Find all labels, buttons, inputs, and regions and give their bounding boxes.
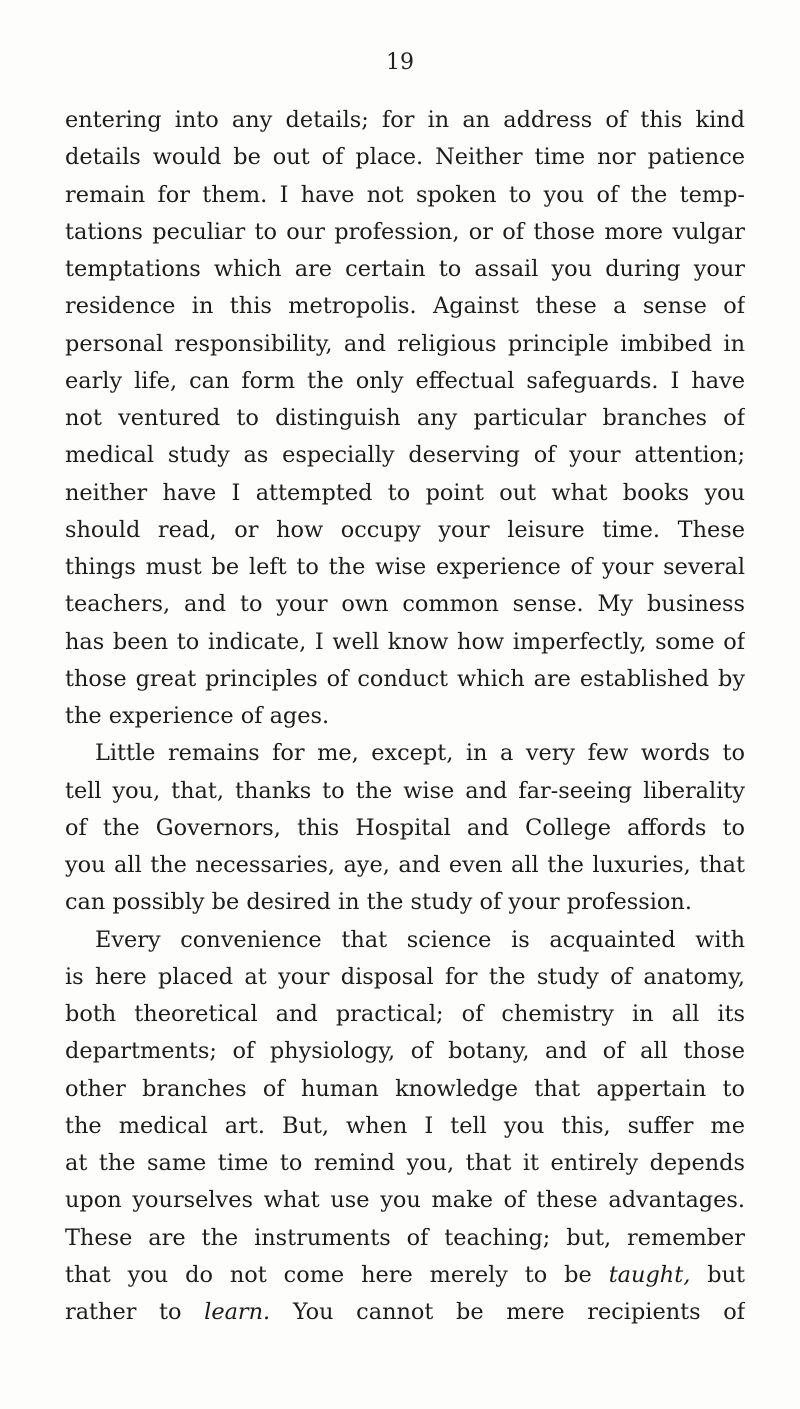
text-line: These are the instruments of teaching; but, remember (65, 1224, 745, 1251)
text-line: can possibly be desired in the study of your profession. (65, 889, 692, 916)
text-line: Every convenience that science is acquainted with (95, 926, 745, 953)
text-line: the medical art. But, when I tell you this, suffer me (65, 1112, 745, 1139)
text-line: residence in this metropolis. Against these a sense of (65, 293, 745, 320)
text-line: is here placed at your disposal for the study of anatomy, (65, 963, 745, 990)
text-line: teachers, and to your own common sense. My business (65, 591, 745, 618)
text-line: medical study as especially deserving of your attention; (65, 442, 745, 469)
text-line: neither have I attempted to point out what books you (65, 479, 745, 506)
text-line: that you do not come here merely to be taught, but (65, 1261, 745, 1288)
text-line: tations peculiar to our profession, or of those more vulgar (65, 218, 745, 245)
page-number: 19 (386, 50, 414, 75)
text-line: those great principles of conduct which are established by (65, 665, 745, 692)
body-text (65, 102, 745, 1331)
text-line: personal responsibility, and religious principle imbibed in (65, 330, 745, 357)
text-line: entering into any details; for in an address of this kind (65, 107, 745, 133)
text-line: details would be out of place. Neither time nor patience (65, 144, 745, 171)
text-line: departments; of physiology, of botany, and of all those (65, 1038, 745, 1065)
text-line: upon yourselves what use you make of these advantages. (65, 1187, 745, 1214)
text-line: of the Governors, this Hospital and College affords to (65, 814, 745, 841)
text-line: temptations which are certain to assail you during your (65, 256, 745, 282)
text-line: the experience of ages. (65, 703, 330, 729)
text-line: other branches of human knowledge that appertain to (65, 1075, 745, 1102)
text-line: should read, or how occupy your leisure time. These (65, 516, 745, 543)
text-line: at the same time to remind you, that it entirely depends (65, 1150, 745, 1176)
text-line: Little remains for me, except, in a very few words to (95, 740, 745, 767)
text-line: things must be left to the wise experience of your several (65, 554, 745, 580)
text-line: rather to learn. You cannot be mere recipients of (65, 1299, 745, 1325)
text-line: early life, can form the only effectual safeguards. I have (65, 367, 745, 394)
text-line: has been to indicate, I well know how imperfectly, some of (65, 628, 745, 655)
text-line: remain for them. I have not spoken to you of the temp- (65, 181, 745, 208)
text-line: tell you, that, thanks to the wise and far-seeing liberality (65, 777, 745, 804)
text-line: not ventured to distinguish any particular branches of (65, 405, 745, 431)
text-line: you all the necessaries, aye, and even all the luxuries, that (65, 852, 745, 878)
text-line: both theoretical and practical; of chemistry in all its (65, 1001, 745, 1027)
